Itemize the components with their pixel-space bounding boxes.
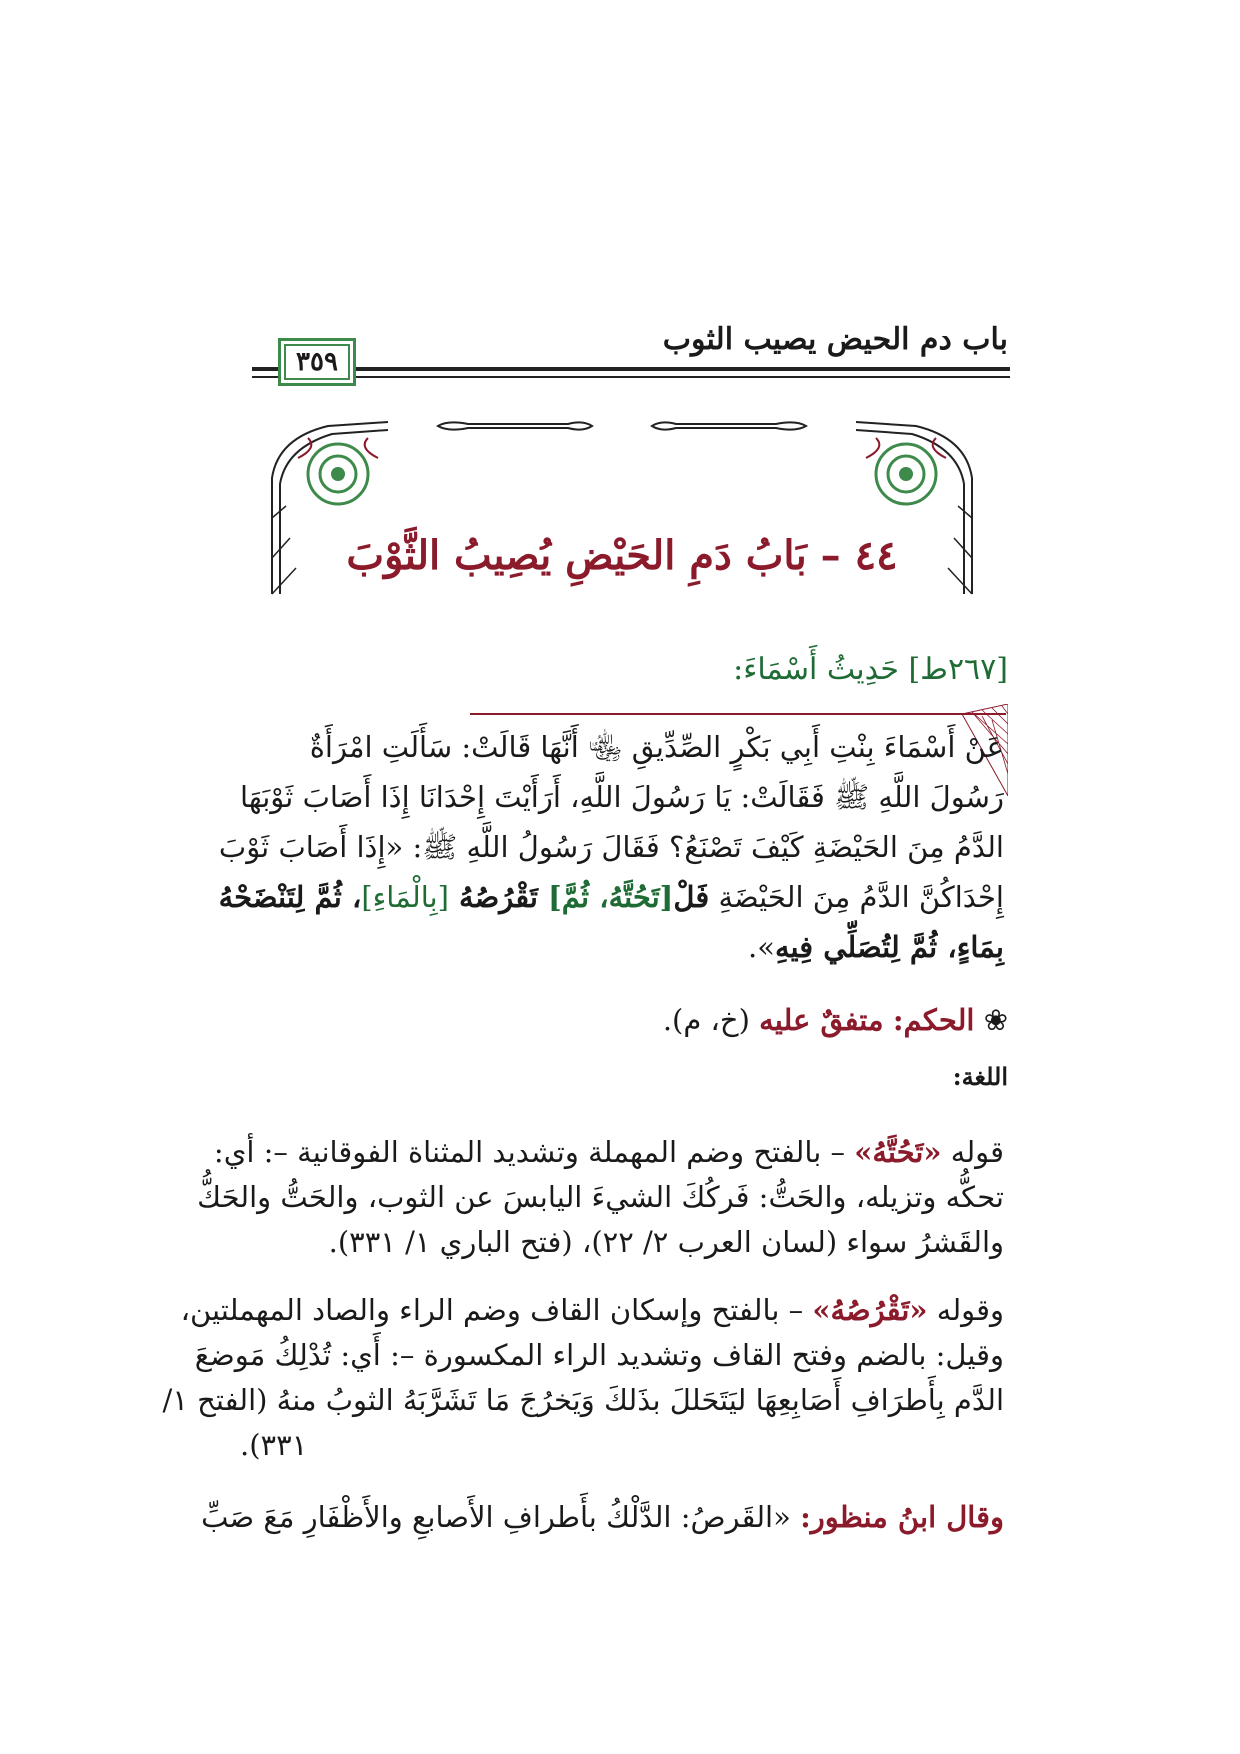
hadith-top-rule (470, 713, 1006, 715)
hadith-variant: [تَحُتَّهُ، ثُمَّ] (548, 880, 674, 914)
right-rosette-icon (866, 438, 946, 504)
paragraph-1 (197, 1130, 1004, 1265)
hadith-line (240, 922, 1004, 972)
ruling-source: (خ، م). (662, 1003, 760, 1037)
hadith-text (218, 722, 1004, 972)
flower-ornament-icon: ❀ (983, 1003, 1008, 1037)
para-line (213, 1130, 1004, 1175)
para-text: «القَرصُ: الدَّلْكُ بأَطرافِ الأَصابعِ والأَظْفَارِ مَعَ صَبِّ (201, 1500, 801, 1534)
ruling-label: الحكم: (892, 1003, 975, 1037)
hadith-bold: ، ثُمَّ لِتَنْضَحْهُ (218, 880, 362, 914)
hadith-bold: فَلْ (673, 880, 710, 914)
hadith-line: الدَّمُ مِنَ الحَيْضَةِ كَيْفَ تَصْنَعُ؟ فَقَالَ رَسُولُ اللَّهِ ﷺ: «إِذَا أَصَابَ ثَوْبَ (218, 830, 1004, 864)
ruling-value: متفقٌ عليه (759, 1003, 884, 1037)
para-line (201, 1495, 1004, 1540)
header-rule-thin (252, 376, 1010, 378)
para-prefix: قوله (941, 1135, 1004, 1169)
page-number: ٣٥٩ (278, 338, 356, 386)
para-text: – بالفتح وضم المهملة وتشديد المثناة الفوقانية –: أي: (213, 1135, 855, 1169)
para-line: تحكُّه وتزيله، والحَتُّ: فَركُكَ الشيءَ اليابسَ عن الثوب، والحَتُّ والحَكُّ (197, 1180, 1004, 1214)
hadith-variant: [بِالْمَاءِ] (361, 880, 449, 914)
para-line (180, 1288, 1004, 1333)
language-label: اللغة: (952, 1062, 1008, 1091)
left-rosette-icon (298, 438, 378, 504)
chapter-title: ٤٤ – بَابُ دَمِ الحَيْضِ يُصِيبُ الثَّوْبَ (346, 532, 898, 579)
para-prefix: وقوله (927, 1293, 1004, 1327)
paragraph-2 (162, 1288, 1004, 1468)
para-line: والقَشرُ سواء (لسان العرب ٢/ ٢٢)، (فتح الباري ١/ ٣٣١). (328, 1225, 1004, 1259)
term: «تَقْرُصُهُ» (812, 1293, 928, 1327)
hadith-line: رَسُولَ اللَّهِ ﷺ فَقَالَتْ: يَا رَسُولَ اللَّهِ، أَرَأَيْتَ إِحْدَانَا إِذَا أَصَابَ ثَوْبَهَا (240, 780, 1004, 814)
header-rule (252, 367, 1010, 371)
para-line: الدَّم بِأَطرَافِ أَصَابِعِهَا ليَتَحَللَ بذَلكَ وَيَخرُجَ مَا تَشَرَّبَهُ الثوبُ منهُ (الفتح ١/ (162, 1383, 1004, 1417)
ruling (663, 1003, 1008, 1037)
hadith-line: عَنْ أَسْمَاءَ بِنْتِ أَبِي بَكْرٍ الصِّدِّيقِ ﵄ أَنَّهَا قَالَتْ: سَأَلَتِ امْرَأَةٌ (309, 730, 1004, 764)
para-line: ٣٣١). (240, 1428, 308, 1462)
hadith-line (218, 872, 1004, 922)
hadith-bold: تَقْرُصُهُ (448, 880, 549, 914)
para-line: وقيل: بالضم وفتح القاف وتشديد الراء المكسورة –: أَي: تُدْلِكُ مَوضعَ (194, 1338, 1004, 1372)
running-title: باب دم الحيض يصيب الثوب (662, 322, 1008, 357)
term: «تَحُتَّهُ» (854, 1135, 942, 1169)
term: وقال ابنُ منظور: (800, 1500, 1004, 1534)
paragraph-3 (201, 1495, 1004, 1540)
hadith-end: ». (748, 930, 775, 964)
hadith-bold: بِمَاءٍ، ثُمَّ لِتُصَلِّي فِيهِ (775, 930, 1004, 964)
para-text: – بالفتح وإسكان القاف وضم الراء والصاد المهملتين، (180, 1293, 813, 1327)
hadith-label: [٢٦٧ط] حَدِيثُ أَسْمَاءَ: (733, 652, 1008, 687)
hadith-line4-start: إِحْدَاكُنَّ الدَّمُ مِنَ الحَيْضَةِ (709, 880, 1004, 914)
